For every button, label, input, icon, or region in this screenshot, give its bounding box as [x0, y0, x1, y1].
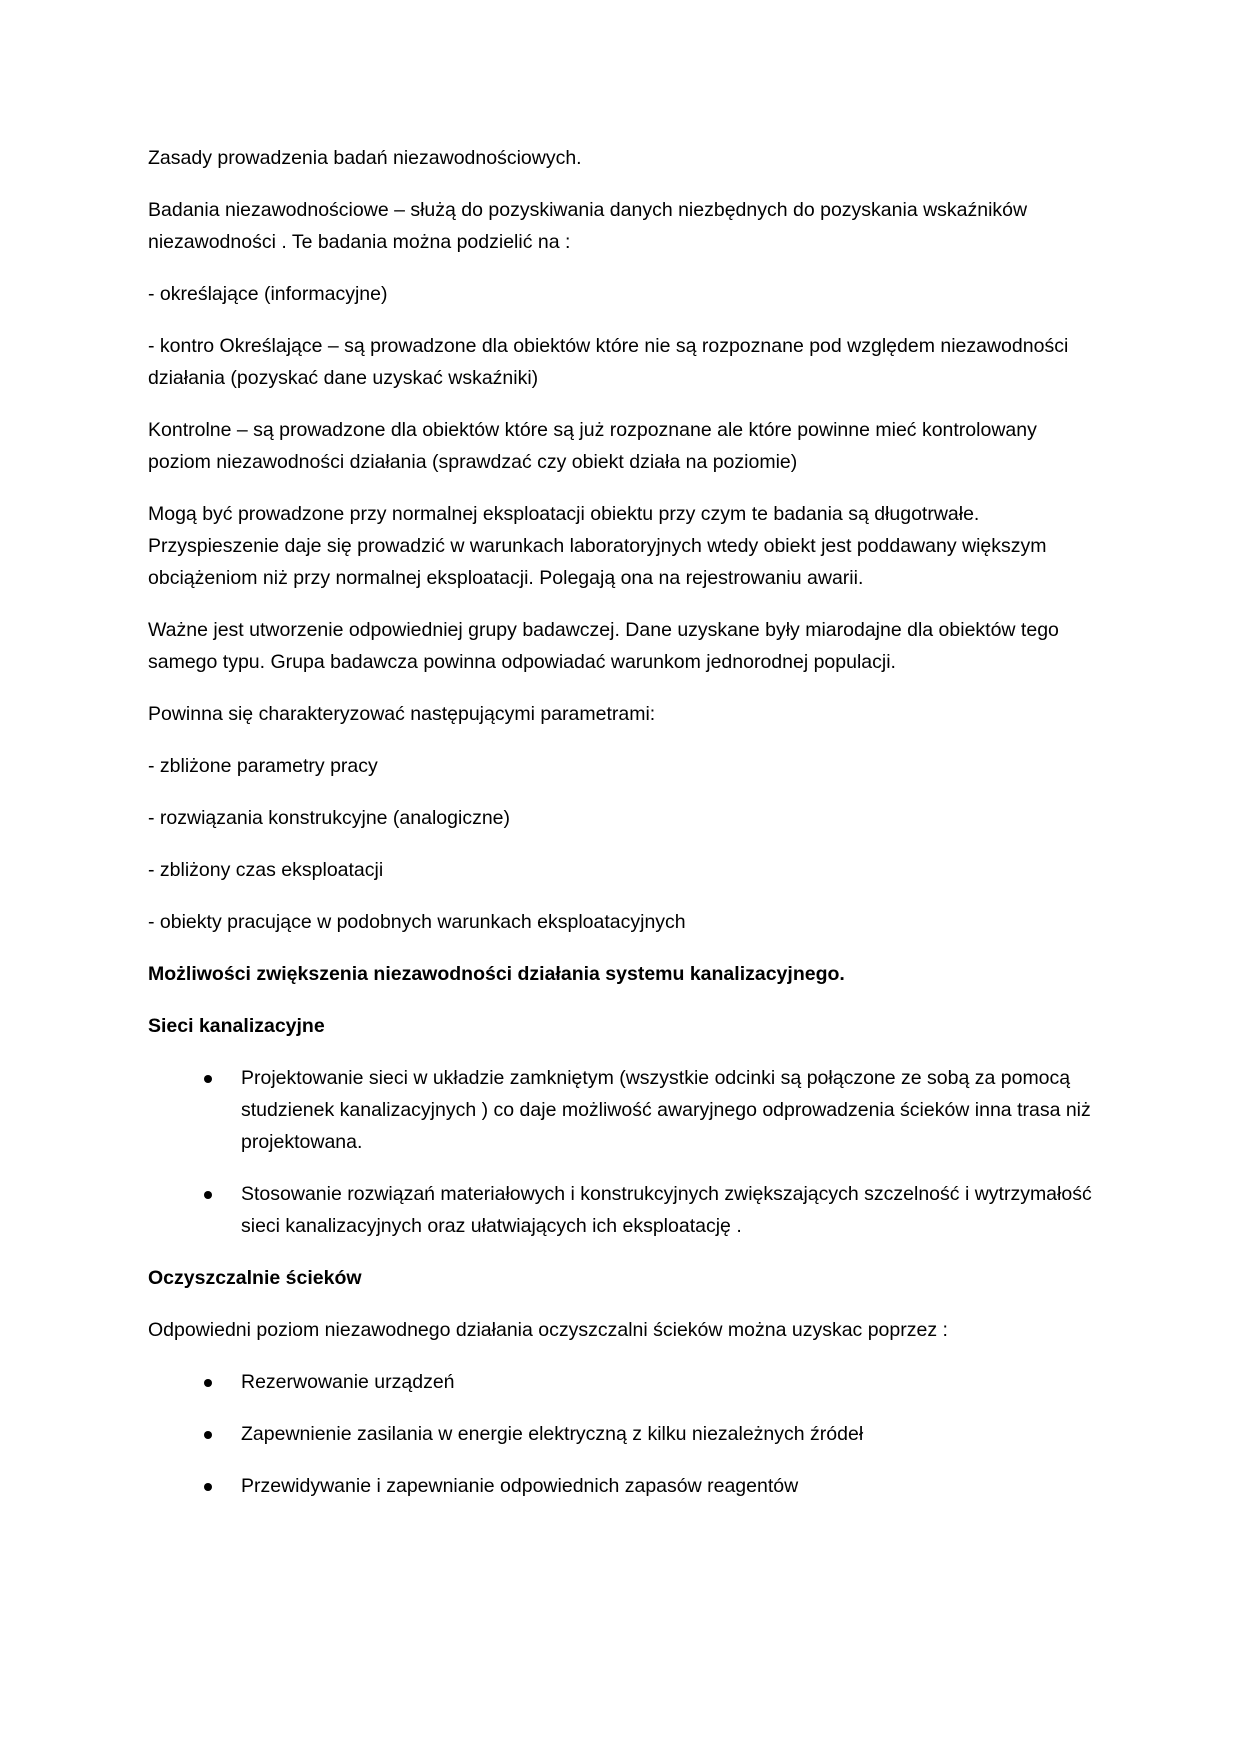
list-item-text: Rezerwowanie urządzeń [241, 1371, 455, 1393]
list-line-okreslajace: - określające (informacyjne) [148, 283, 388, 305]
bullet-icon [204, 1431, 212, 1439]
list-item [148, 1470, 1098, 1502]
list-item-text: Przewidywanie i zapewnianie odpowiednich zapasów reagentów [241, 1475, 799, 1497]
document-title: Zasady prowadzenia badań niezawodnościowych. [148, 147, 582, 169]
list-item [148, 1418, 1098, 1450]
list-line-czas-eksploatacji: - zbliżony czas eksploatacji [148, 859, 384, 881]
bullet-icon [204, 1483, 212, 1491]
section-heading-mozliwosci: Możliwości zwiększenia niezawodności działania systemu kanalizacyjnego. [148, 963, 845, 985]
bullet-list-oczyszczalnie [148, 1366, 1098, 1502]
list-item-text: Projektowanie sieci w układzie zamkniętym (wszystkie odcinki są połączone ze sobą za pomocą studzienek kanalizacyjnych ) co daje możliwość awaryjnego odprowadzenia ścieków inna trasa niż projektowana. [241, 1067, 1091, 1153]
paragraph-grupa-badawcza: Ważne jest utworzenie odpowiedniej grupy badawczej. Dane uzyskane były miarodajne dla obiektów tego samego typu. Grupa badawcza powinna odpowiadać warunkom jednorodnej populacji. [148, 619, 1059, 673]
bullet-icon [204, 1379, 212, 1387]
bullet-icon [204, 1075, 212, 1083]
paragraph-kontrolne: Kontrolne – są prowadzone dla obiektów które są już rozpoznane ale które powinne mieć kontrolowany poziom niezawodności działania (sprawdzać czy obiekt działa na poziomie) [148, 419, 1037, 473]
list-item-text: Stosowanie rozwiązań materiałowych i konstrukcyjnych zwiększających szczelność i wytrzymałość sieci kanalizacyjnych oraz ułatwiających ich eksploatację . [241, 1183, 1092, 1237]
paragraph-parametry-intro: Powinna się charakteryzować następującymi parametrami: [148, 703, 656, 725]
bullet-list-sieci [148, 1062, 1098, 1242]
list-line-warunki: - obiekty pracujące w podobnych warunkach eksploatacyjnych [148, 911, 686, 933]
section-heading-oczyszczalnie: Oczyszczalnie ścieków [148, 1267, 362, 1289]
paragraph-oczyszczalnie-intro: Odpowiedni poziom niezawodnego działania oczyszczalni ścieków można uzyskac poprzez : [148, 1319, 948, 1341]
paragraph-definition: Badania niezawodnościowe – służą do pozyskiwania danych niezbędnych do pozyskania wskaźników niezawodności . Te badania można podzielić na : [148, 199, 1028, 253]
bullet-icon [204, 1191, 212, 1199]
section-heading-sieci: Sieci kanalizacyjne [148, 1015, 325, 1037]
list-line-parametry-pracy: - zbliżone parametry pracy [148, 755, 378, 777]
paragraph-eksploatacja: Mogą być prowadzone przy normalnej eksploatacji obiektu przy czym te badania są długotrwałe. Przyspieszenie daje się prowadzić w warunkach laboratoryjnych wtedy obiekt jest poddawany większym obciążeniom niż przy normalnej eksploatacji. Polegają ona na rejestrowaniu awarii. [148, 503, 1047, 589]
list-line-rozwiazania: - rozwiązania konstrukcyjne (analogiczne) [148, 807, 510, 829]
list-item [148, 1366, 1098, 1398]
list-item-text: Zapewnienie zasilania w energie elektryczną z kilku niezależnych źródeł [241, 1423, 864, 1445]
document-page [148, 142, 1098, 1522]
list-item [148, 1178, 1098, 1242]
list-item [148, 1062, 1098, 1158]
list-line-kontro-okreslajace: - kontro Określające – są prowadzone dla obiektów które nie są rozpoznane pod względem niezawodności działania (pozyskać dane uzyskać wskaźniki) [148, 335, 1069, 389]
